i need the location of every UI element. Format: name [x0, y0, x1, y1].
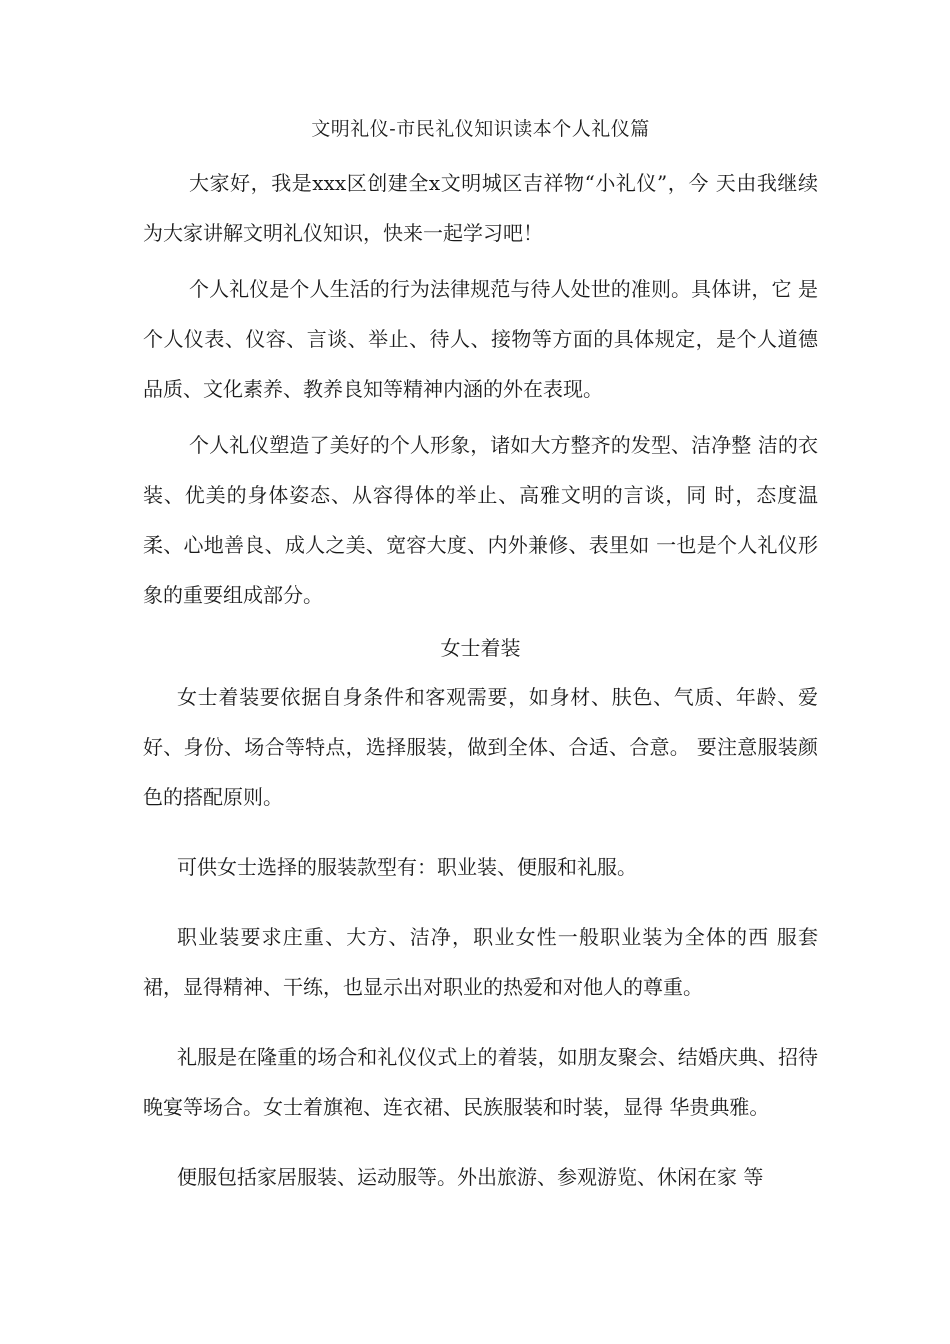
intro-paragraph: 个人礼仪是个人生活的行为法律规范与待人处世的准则。具体讲，它 是个人仪表、仪容、言谈、举止、待人、接物等方面的具体规定，是个人道德品质、文化素养、教养良知等精神内涵的外在表现。 — [143, 277, 818, 401]
intro-paragraph: 个人礼仪塑造了美好的个人形象，诸如大方整齐的发型、洁净整 洁的衣装、优美的身体姿态、从容得体的举止、高雅文明的言谈，同 时，态度温柔、心地善良、成人之美、宽容大度、内外兼修、表里如 一也是个人礼仪形象的重要组成部分。 — [143, 433, 818, 607]
section-paragraph: 可供女士选择的服装款型有：职业装、便服和礼服。 — [177, 855, 637, 879]
document-page — [143, 110, 818, 1208]
section-paragraph: 便服包括家居服装、运动服等。外出旅游、参观游览、休闲在家 等 — [177, 1165, 764, 1189]
section-paragraph: 礼服是在隆重的场合和礼仪仪式上的着装，如朋友聚会、结婚庆典、招待晚宴等场合。女士着旗袍、连衣裙、民族服装和时装，显得 华贵典雅。 — [143, 1045, 818, 1119]
intro-paragraph: 大家好，我是xxx区创建全x文明城区吉祥物“小礼仪”，今 天由我继续为大家讲解文明礼仪知识，快来一起学习吧！ — [143, 171, 818, 245]
section-paragraph: 女士着装要依据自身条件和客观需要，如身材、肤色、气质、年龄、爱好、身份、场合等特点，选择服装，做到全体、合适、合意。 要注意服装颜色的搭配原则。 — [143, 685, 818, 809]
document-title: 文明礼仪-市民礼仪知识读本个人礼仪篇 — [311, 118, 650, 140]
section-heading: 女士着装 — [440, 636, 521, 660]
section-paragraph: 职业装要求庄重、大方、洁净，职业女性一般职业装为全体的西 服套裙，显得精神、干练，也显示出对职业的热爱和对他人的尊重。 — [143, 925, 818, 999]
